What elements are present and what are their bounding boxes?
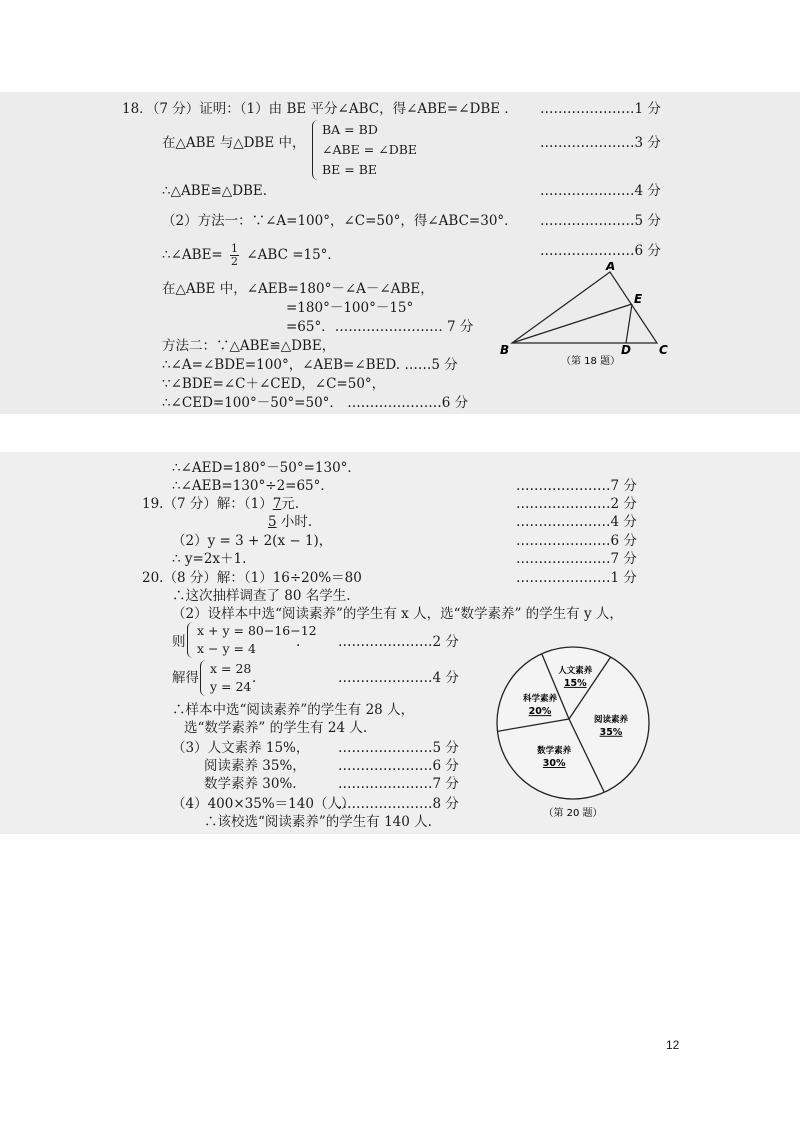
q18-triangle-figure	[495, 262, 675, 372]
q19-points-6: …………………6 分	[516, 533, 637, 549]
q20-sys2-line-2: y = 24	[210, 679, 252, 694]
q19-line-4: ∴ y=2x＋1.	[172, 551, 247, 567]
label-c: C	[659, 343, 668, 357]
pie-slice-label: 人文素养	[558, 665, 593, 676]
q18-method2: 方法二：∵△ABE≌△DBE，	[162, 338, 336, 354]
q20-line-2: ∴这次抽样调查了 80 名学生.	[172, 588, 351, 604]
q18-half-fraction	[230, 243, 239, 268]
q20-then-label: 则	[172, 634, 186, 650]
q18-aeb-line-3: =65°．…………………… 7 分	[286, 319, 474, 335]
label-a: A	[606, 262, 616, 273]
q19-line-1	[142, 496, 299, 512]
label-d: D	[621, 343, 631, 357]
segment-ed	[626, 304, 632, 343]
pie-slice-percent: 30%	[542, 758, 566, 770]
q18-triangle-intro: 在△ABE 与△DBE 中，	[162, 135, 306, 151]
q20-sys2-line-1: x = 28	[210, 661, 252, 676]
q20-points-7: …………………7 分	[338, 776, 459, 792]
q18-points-7: …………………7 分	[516, 478, 637, 494]
q18-cont-line-2: ∴∠AEB=130°÷2=65°．	[172, 478, 334, 494]
q19-line-2	[268, 514, 312, 530]
q18-header: 18．（7 分）证明：（1）由 BE 平分∠ABC，得∠ABE=∠DBE ．	[122, 101, 518, 117]
q19-answer-1: 7	[272, 496, 282, 512]
q20-points-5: …………………5 分	[338, 740, 459, 756]
q20-sys1-line-1: x + y = 80−16−12	[197, 623, 317, 638]
q18-aeb-line-1: 在△ABE 中，∠AEB=180°－∠A－∠ABE，	[162, 281, 434, 297]
q19-points-2: …………………2 分	[516, 496, 637, 512]
fraction-denominator: 2	[231, 255, 239, 268]
q18-method2-line-3: ∵∠BDE=∠C＋∠CED，∠C=50°，	[162, 376, 386, 392]
q20-points-4: …………………4 分	[338, 670, 459, 686]
q20-sys2-period: .	[252, 670, 257, 686]
pie-slice-percent: 35%	[599, 726, 623, 738]
q19-line-3: （2）y = 3 + 2(x − 1)，	[172, 533, 333, 549]
q19-line-2-suffix: 小时.	[276, 514, 313, 530]
q18-half-suffix: ∠ABC =15°．	[246, 247, 341, 263]
q20-line-6: ∴样本中选“阅读素养”的学生有 28 人，	[172, 702, 415, 718]
page-number: 12	[666, 1038, 680, 1052]
triangle-abc	[512, 272, 657, 343]
q18-points-5: …………………5 分	[540, 213, 661, 229]
q19-line-1-suffix: 元.	[281, 496, 300, 512]
q18-sys-line-2: ∠ABE = ∠DBE	[322, 142, 418, 157]
q18-points-4: …………………4 分	[540, 183, 661, 199]
q18-points-3: …………………3 分	[540, 135, 661, 151]
q20-pie-caption: （第 20 题）	[543, 808, 603, 819]
q20-line-8: （3）人文素养 15%，	[172, 740, 310, 756]
q18-method1: （2）方法一：∵∠A=100°，∠C=50°，得∠ABC=30°．	[162, 213, 518, 229]
q19-answer-2: 5	[268, 514, 277, 530]
q18-points-6a: …………………6 分	[540, 243, 661, 259]
q19-points-4: …………………4 分	[516, 514, 637, 530]
q20-line-3: （2）设样本中选“阅读素养”的学生有 x 人，选“数学素养” 的学生有 y 人，	[172, 606, 623, 622]
q20-line-12: ∴该校选“阅读素养”的学生有 140 人.	[204, 814, 432, 830]
fraction-numerator: 1	[231, 242, 239, 255]
label-e: E	[634, 292, 643, 306]
q18-cont-line-1: ∴∠AED=180°－50°=130°．	[172, 460, 361, 476]
q20-line-10: 数学素养 30%.	[204, 776, 297, 792]
q20-solve-label: 解得	[172, 670, 199, 686]
q18-method2-line-2: ∴∠A=∠BDE=100°，∠AEB=∠BED. ……5 分	[162, 357, 458, 373]
q19-points-7: …………………7 分	[516, 551, 637, 567]
q19-line-1-prefix: 19.（7 分）解：（1）	[142, 496, 273, 512]
q20-points-1: …………………1 分	[516, 570, 637, 586]
q20-line-7: 选“数学素养” 的学生有 24 人.	[184, 720, 368, 736]
q20-points-2: …………………2 分	[338, 634, 459, 650]
label-b: B	[500, 343, 510, 357]
q18-half-line	[162, 243, 341, 268]
q20-sys1-line-2: x − y = 4	[197, 641, 256, 656]
q18-aeb-line-2: =180°－100°－15°	[286, 300, 414, 316]
q20-line-1: 20.（8 分）解：（1）16÷20%＝80	[142, 570, 362, 586]
q20-line-11: （4）400×35%＝140（人）	[172, 796, 355, 812]
pie-slice-label: 数学素养	[537, 746, 572, 757]
pie-slice-label: 科学素养	[522, 694, 557, 705]
q18-congruent: ∴△ABE≌△DBE.	[162, 183, 268, 199]
q18-figure-caption: （第 18 题）	[561, 356, 621, 367]
q18-points-1: …………………1 分	[540, 101, 661, 117]
q20-points-8: …………………8 分	[338, 796, 459, 812]
pie-slice-percent: 15%	[563, 677, 587, 689]
q18-method2-line-4: ∴∠CED=100°－50°=50°． …………………6 分	[162, 395, 469, 411]
q20-line-9: 阅读素养 35%，	[204, 758, 306, 774]
segment-be	[512, 304, 632, 343]
q18-sys-line-3: BE = BE	[322, 162, 378, 177]
q20-points-6: …………………6 分	[338, 758, 459, 774]
q18-sys-line-1: BA = BD	[322, 122, 378, 137]
q18-half-prefix: ∴∠ABE=	[162, 247, 223, 263]
pie-slice-label: 阅读素养	[593, 714, 628, 725]
pie-slice-percent: 20%	[528, 706, 552, 718]
q20-pie-chart	[492, 642, 654, 824]
q20-sys1-period: .	[296, 634, 301, 650]
